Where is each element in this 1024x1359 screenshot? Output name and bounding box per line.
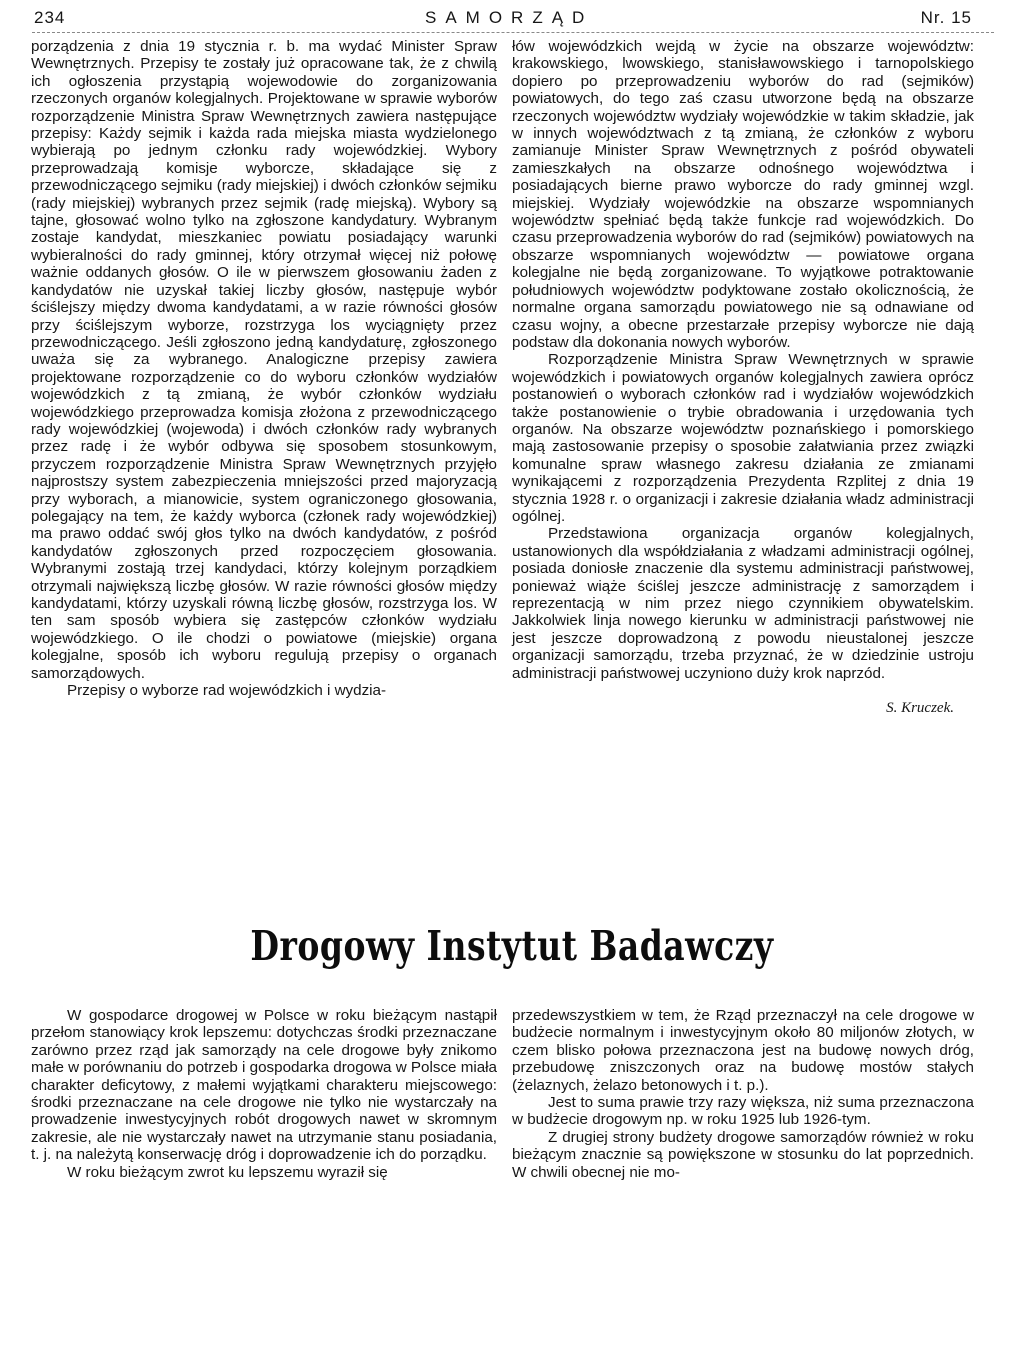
article2-column-left	[31, 1007, 497, 1181]
paragraph: łów wojewódzkich wejdą w życie na obszarze województw: krakowskiego, lwowskiego, stanisławowskiego i tarnopolskiego dopiero po przeprowadzeniu wyborów do rad (sejmików) powiatowych, do tego zaś czasu utworzone będą na obszarze rzeczonych województw wydziały wojewódzkie w takim składzie, jak w innych województwach z tą zmianą, że członków z wyboru zamianuje Minister Spraw Wewnętrznych z pośród obywateli zamieszkałych na obszarze odnośnego województwa i posiadających bierne prawo wyborcze do rady gminnej wzgl. miejskiej. Wydziały wojewódzkie na obszarze wspomnianych województw spełniać będą także funkcje rad wojewódzkich. Do czasu przeprowadzenia wyborów do rad (sejmików) powiatowych na obszarze wspomnianych województw — powiatowe organa kolegjalne nie będą zorganizowane. To wyjątkowe potraktowanie południowych województw podyktowane zostało okolicznością, że normalne organa samorządu powiatowego nie są odnawiane od czasu wojny, a obecne przestarzałe przepisy wyborcze nie dają podstaw dla dokonania nowych wyborów.	[512, 38, 974, 351]
author-signature: S. Kruczek.	[886, 700, 954, 717]
paragraph: Z drugiej strony budżety drogowe samorządów również w roku bieżącym znacznie są powiększone w stosunku do lat poprzednich. W chwili obecnej nie mo-	[512, 1128, 974, 1181]
journal-title: SAMORZĄD	[425, 8, 594, 27]
page-header	[0, 6, 1024, 30]
paragraph: Jest to suma prawie trzy razy większa, niż suma przeznaczona w budżecie drogowym np. w roku 1925 lub 1926-tym.	[512, 1094, 974, 1129]
page-number: 234	[34, 8, 66, 27]
article1-column-left	[31, 38, 497, 699]
paragraph: porządzenia z dnia 19 stycznia r. b. ma wydać Minister Spraw Wewnętrznych. Przepisy te zostały już opracowane tak, że z chwilą ich ogłoszenia przystąpią wojewodowie do zorganizowania rzeczonych organów kolegjalnych. Projektowane w sprawie wyborów rozporządzenie Ministra Spraw Wewnętrznych zawiera następujące przepisy: Każdy sejmik i każda rada miejska miasta wydzielonego wybierają po jednym członku rady wojewódzkiej. Wybory przeprowadzają komisje wyborcze, składające się z przewodniczącego sejmiku (rady miejskiej) i dwóch członków sejmiku (rady miejskiej) wybranych przez sejmik (radę miejską). Wybory są tajne, głosować wolno tylko na zgłoszone kandydatury. Wybranym zostaje kandydat, mieszkaniec powiatu posiadający warunki wybieralności do rady gminnej, który otrzymał więcej niż połowę ważnie oddanych głosów. O ile w pierwszem głosowaniu żaden z kandydatów nie uzyskał takiej liczby głosów, następuje wybór ściślejszy między dwoma kandydatami, a w razie równości głosów przy ściślejszym wyborze, rozstrzyga los wyciągnięty przez przewodniczącego. Jeśli zgłoszono jedną kandydaturę, zgłoszonego uważa się za wybranego. Analogiczne przepisy zawiera projektowane rozporządzenie co do wyboru członków wydziałów wojewódzkich z tą zmianą, że wybór członków wydziału wojewódzkiego przeprowadza komisja złożona z przewodniczącego rady wojewódzkiej (wojewoda) i dwóch członków rady wybranych przez radę i że wybór odbywa się sposobem stosunkowym, przyczem rozporządzenie Ministra Spraw Wewnętrznych przyjęło najprostszy system zabezpieczenia mniejszości przed majoryzacją przy wyborach, a mianowicie, system ograniczonego głosowania, polegający na tem, że każdy wyborca (członek rady wojewódzkiej) ma prawo oddać swój głos tylko na dwóch kandydatów, z pośród kandydatów zgłoszonych przed rozpoczęciem głosowania. Wybranymi zostają trzej kandydaci, którzy kolejnym porządkiem otrzymali największą liczbę głosów. W razie równości głosów między kandydatami, którzy uzyskali równą liczbę głosów, rozstrzyga los. W ten sam sposób wybiera się zastępców członków wydziału wojewódzkiego. O ile chodzi o powiatowe (miejskie) organa kolegjalne, sposób ich wyboru regulują przepisy o organach samorządowych.	[31, 38, 497, 682]
paragraph: W gospodarce drogowej w Polsce w roku bieżącym nastąpił przełom stanowiący krok lepszemu: dotychczas środki przeznaczane zarówno przez rząd jak samorządy na cele drogowe były znikomo małe w porównaniu do potrzeb i gospodarka drogowa w Polsce miała charakter deficytowy, z małemi wyjątkami charakteru miejscowego: środki przeznaczane na cele drogowe nie tylko nie wystarczały na prowadzenie inwestycyjnych robót drogowych nawet w skromnym zakresie, ale nie wystarczały nawet na utrzymanie stanu posiadania, t. j. na należytą konserwację dróg i doprowadzenie ich do porządku.	[31, 1007, 498, 1164]
paragraph: Rozporządzenie Ministra Spraw Wewnętrznych w sprawie wojewódzkich i powiatowych organów kolegjalnych zawiera oprócz postanowień o wyborach członków rad i wydziałów wojewódzkich także postanowienie o trybie obradowania i urzędowania tych organów. Na obszarze województw poznańskiego i pomorskiego mają zastosowanie przepisy o sposobie załatwiania przez związki komunalne spraw własnego zakresu działania ze zmianami wynikającemi z rozporządzenia Prezydenta Rzplitej z dnia 19 stycznia 1928 r. o organizacji i zakresie działania władz administracji ogólnej.	[512, 351, 974, 525]
article1-column-right	[512, 38, 974, 717]
article-title: Drogowy Instytut Badawczy	[250, 921, 774, 970]
paragraph: Przepisy o wyborze rad wojewódzkich i wydzia-	[67, 682, 387, 700]
paragraph: Przedstawiona organizacja organów kolegjalnych, ustanowionych dla współdziałania z władzami administracji ogólnej, posiada doniosłe znaczenie dla systemu administracji państwowej, ponieważ wiąże ściślej jeszcze administrację z samorządem i reprezentacją w nim przez niego czynnikiem obywatelskim. Jakkolwiek linja nowego kierunku w administracji państwowej nie jest jeszcze doprowadzoną z powodu nieustalonej jeszcze organizacji samorządu, trzeba przyznać, że w dziedzinie ustroju administracji państwowej uczyniono duży krok naprzód.	[512, 525, 974, 682]
article2-column-right	[512, 1007, 974, 1181]
header-divider	[32, 32, 994, 33]
paragraph: W roku bieżącym zwrot ku lepszemu wyraził się	[67, 1163, 388, 1181]
issue-number: Nr. 15	[920, 8, 972, 27]
paragraph: przedewszystkiem w tem, że Rząd przeznaczył na cele drogowe w budżecie normalnym i inwestycyjnym około 80 miljonów złotych, w czem blisko połowa przeznaczona jest na budowę nowych dróg, przebudowę zniszczonych oraz na budowę mostów stałych (żelaznych, żelazo betonowych i t. p.).	[512, 1007, 974, 1094]
